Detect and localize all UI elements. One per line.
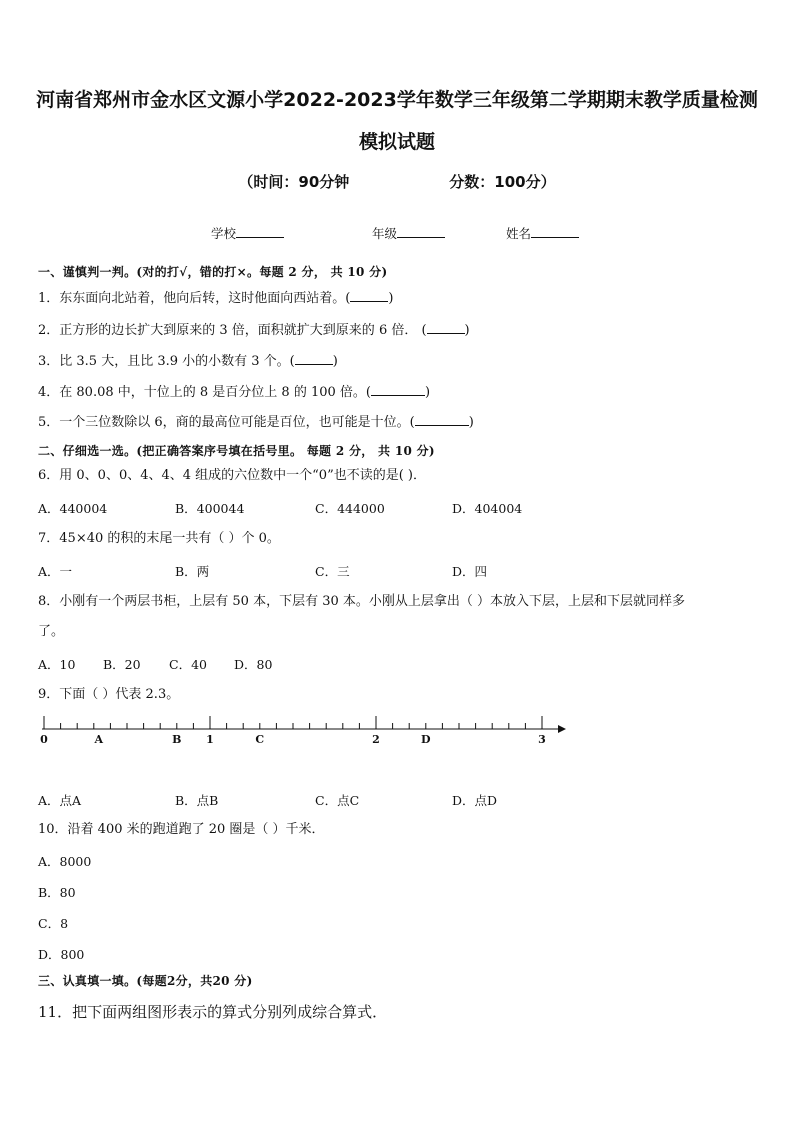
option-a: A．一 [38, 564, 73, 579]
question-10-option-a: A．8000 [38, 854, 92, 869]
question-10-option-d: D．800 [38, 947, 85, 962]
question-10-option-c: C．8 [38, 916, 69, 931]
question-8: 8．小刚有一个两层书柜，上层有 50 本，下层有 30 本。小刚从上层拿出（ ）本放入下层，上层和下层就同样多 [38, 594, 686, 609]
question-9: 9．下面（ ）代表 2.3。 [38, 687, 180, 702]
question-10: 10．沿着 400 米的跑道跑了 20 圈是（ ）千米． [38, 822, 325, 837]
option-b: B．两 [175, 564, 210, 579]
number-line-label: 2 [372, 733, 380, 746]
option-d: D．80 [234, 657, 273, 672]
number-line-label: C [255, 733, 265, 746]
question-1: 1．东东面向北站着，他向后转，这时他面向西站着。( ) [38, 291, 394, 306]
number-line-label: A [94, 733, 104, 746]
option-a: A．440004 [38, 501, 108, 516]
option-c: C．40 [169, 657, 207, 672]
name-field: 姓名 [506, 224, 579, 242]
question-7: 7．45×40 的积的末尾一共有（ ）个 0。 [38, 531, 280, 546]
option-b: B．点B [175, 793, 219, 808]
option-b: B．400044 [175, 501, 245, 516]
number-line-label: B [172, 733, 182, 746]
section-1-heading: 一、谨慎判一判。(对的打√，错的打×。每题 2 分， 共 10 分) [38, 265, 388, 279]
option-b: B．20 [103, 657, 141, 672]
time-text: （时间：90分钟 [238, 173, 350, 191]
question-4: 4．在 80.08 中，十位上的 8 是百分位上 8 的 100 倍。( ) [38, 385, 431, 400]
question-3: 3．比 3.5 大，且比 3.9 小的小数有 3 个。( ) [38, 354, 338, 369]
grade-field: 年级 [372, 224, 445, 242]
number-line-label: 1 [206, 733, 214, 746]
page-subtitle: 模拟试题 [358, 131, 435, 153]
option-c: C．444000 [315, 501, 385, 516]
question-2: 2．正方形的边长扩大到原来的 3 倍，面积就扩大到原来的 6 倍． ( ) [38, 323, 470, 338]
number-line-label: 0 [40, 733, 48, 746]
number-line-label: 3 [538, 733, 546, 746]
exam-meta [0, 171, 794, 192]
question-8-cont: 了。 [38, 624, 65, 639]
option-c: C．点C [315, 793, 360, 808]
number-line [36, 712, 566, 748]
school-field: 学校 [211, 224, 284, 242]
question-11: 11．把下面两组图形表示的算式分别列成综合算式． [38, 1003, 388, 1021]
section-2-heading: 二、仔细选一选。(把正确答案序号填在括号里。 每题 2 分， 共 10 分) [38, 444, 435, 458]
number-line-label: D [421, 733, 431, 746]
option-d: D．404004 [452, 501, 523, 516]
option-d: D．点D [452, 793, 498, 808]
question-5: 5．一个三位数除以 6，商的最高位可能是百位，也可能是十位。( ) [38, 415, 474, 430]
option-a: A．点A [38, 793, 82, 808]
section-3-heading: 三、认真填一填。(每题2分，共20 分) [38, 974, 253, 988]
question-6: 6．用 0、0、0、4、4、4 组成的六位数中一个“0”也不读的是( )． [38, 468, 427, 483]
option-d: D．四 [452, 564, 488, 579]
option-c: C．三 [315, 564, 350, 579]
page-title: 河南省郑州市金水区文源小学2022-2023学年数学三年级第二学期期末教学质量检测 [36, 89, 758, 111]
question-10-option-b: B．80 [38, 885, 76, 900]
score-text: 分数：100分） [449, 173, 556, 191]
option-a: A．10 [38, 657, 76, 672]
